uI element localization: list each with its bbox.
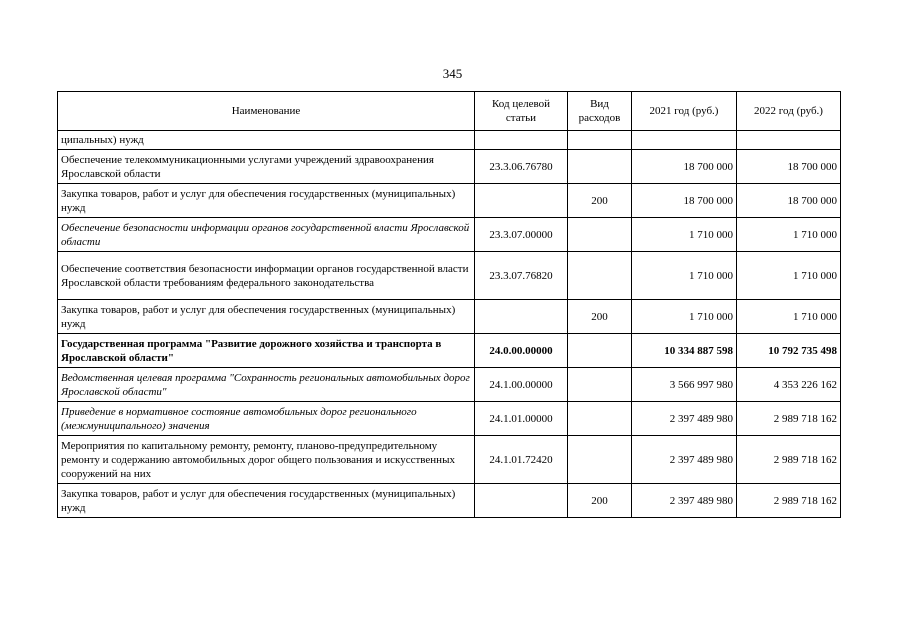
header-2021: 2021 год (руб.)	[632, 92, 737, 131]
cell-name: Мероприятия по капитальному ремонту, ремонту, планово-предупредительному ремонту и содержанию автомобильных дорог общего пользования и искусственных сооружений на них	[58, 436, 475, 484]
cell-2022: 4 353 226 162	[737, 368, 841, 402]
cell-vid	[568, 252, 632, 300]
header-name: Наименование	[58, 92, 475, 131]
cell-name: Обеспечение телекоммуникационными услугами учреждений здравоохранения Ярославской области	[58, 150, 475, 184]
cell-2021: 2 397 489 980	[632, 484, 737, 518]
cell-2021: 1 710 000	[632, 218, 737, 252]
cell-name: Закупка товаров, работ и услуг для обеспечения государственных (муниципальных) нужд	[58, 184, 475, 218]
cell-name: Приведение в нормативное состояние автомобильных дорог регионального (межмуниципального) значения	[58, 402, 475, 436]
cell-name: Закупка товаров, работ и услуг для обеспечения государственных (муниципальных) нужд	[58, 300, 475, 334]
cell-vid	[568, 150, 632, 184]
cell-code: 24.1.01.72420	[475, 436, 568, 484]
table-row	[58, 131, 841, 150]
cell-2022: 18 700 000	[737, 150, 841, 184]
cell-vid: 200	[568, 300, 632, 334]
cell-code: 24.0.00.00000	[475, 334, 568, 368]
header-2022: 2022 год (руб.)	[737, 92, 841, 131]
cell-2022: 1 710 000	[737, 300, 841, 334]
table-row	[58, 184, 841, 218]
cell-name: Государственная программа "Развитие дорожного хозяйства и транспорта в Ярославской области"	[58, 334, 475, 368]
cell-code: 23.3.07.76820	[475, 252, 568, 300]
page-number: 345	[442, 66, 463, 81]
cell-name: Ведомственная целевая программа "Сохранность региональных автомобильных дорог Ярославской области"	[58, 368, 475, 402]
cell-2022: 10 792 735 498	[737, 334, 841, 368]
cell-vid	[568, 334, 632, 368]
table-row	[58, 300, 841, 334]
cell-2021: 1 710 000	[632, 252, 737, 300]
cell-2022: 1 710 000	[737, 218, 841, 252]
cell-2022	[737, 131, 841, 150]
cell-2021: 18 700 000	[632, 184, 737, 218]
table-row	[58, 252, 841, 300]
cell-2022: 2 989 718 162	[737, 436, 841, 484]
cell-vid	[568, 402, 632, 436]
cell-code: 23.3.07.00000	[475, 218, 568, 252]
cell-code	[475, 184, 568, 218]
cell-2021: 18 700 000	[632, 150, 737, 184]
header-vid: Вид расходов	[568, 92, 632, 131]
cell-name: ципальных) нужд	[58, 131, 475, 150]
cell-code	[475, 300, 568, 334]
cell-2021: 1 710 000	[632, 300, 737, 334]
table-row	[58, 150, 841, 184]
cell-code	[475, 484, 568, 518]
cell-vid	[568, 436, 632, 484]
cell-vid	[568, 218, 632, 252]
table-row	[58, 436, 841, 484]
cell-2021	[632, 131, 737, 150]
cell-vid	[568, 131, 632, 150]
cell-2021: 2 397 489 980	[632, 402, 737, 436]
header-code: Код целевой статьи	[475, 92, 568, 131]
cell-2021: 10 334 887 598	[632, 334, 737, 368]
cell-2022: 18 700 000	[737, 184, 841, 218]
table-row	[58, 368, 841, 402]
table-body	[58, 131, 841, 518]
table-row	[58, 402, 841, 436]
table-row	[58, 484, 841, 518]
cell-code: 24.1.01.00000	[475, 402, 568, 436]
cell-2021: 2 397 489 980	[632, 436, 737, 484]
cell-2021: 3 566 997 980	[632, 368, 737, 402]
cell-2022: 1 710 000	[737, 252, 841, 300]
cell-code: 24.1.00.00000	[475, 368, 568, 402]
cell-name: Обеспечение безопасности информации органов государственной власти Ярославской области	[58, 218, 475, 252]
cell-name: Обеспечение соответствия безопасности информации органов государственной власти Ярославской области требованиям федерального законодательства	[58, 252, 475, 300]
table-header-row	[58, 92, 841, 131]
cell-vid: 200	[568, 184, 632, 218]
table-row	[58, 218, 841, 252]
cell-code: 23.3.06.76780	[475, 150, 568, 184]
table-row	[58, 334, 841, 368]
cell-vid	[568, 368, 632, 402]
cell-vid: 200	[568, 484, 632, 518]
budget-table	[57, 91, 841, 518]
cell-code	[475, 131, 568, 150]
cell-name: Закупка товаров, работ и услуг для обеспечения государственных (муниципальных) нужд	[58, 484, 475, 518]
cell-2022: 2 989 718 162	[737, 484, 841, 518]
cell-2022: 2 989 718 162	[737, 402, 841, 436]
